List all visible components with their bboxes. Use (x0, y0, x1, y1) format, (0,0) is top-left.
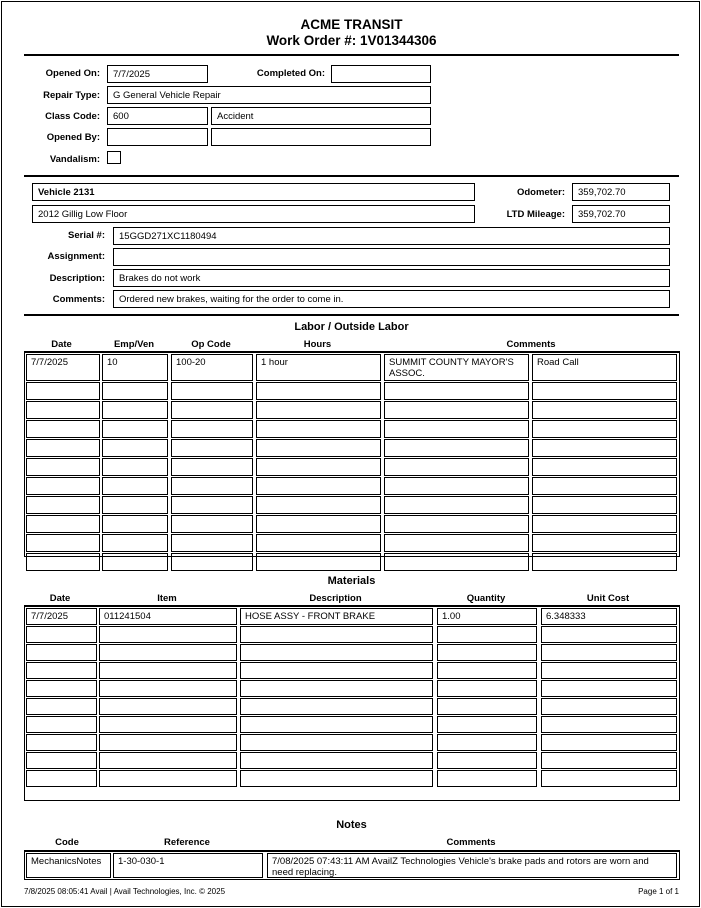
empty-cell (532, 420, 677, 438)
empty-cell (26, 534, 100, 552)
opened-by-label: Opened By: (46, 132, 100, 143)
empty-cell (102, 496, 168, 514)
table-cell: 1.00 (437, 608, 537, 625)
empty-cell (99, 716, 237, 733)
table-cell: Road Call (532, 354, 677, 381)
empty-cell (384, 439, 529, 457)
empty-cell (26, 458, 100, 476)
empty-cell (384, 534, 529, 552)
vehicle-divider (24, 314, 679, 316)
empty-cell (384, 401, 529, 419)
column-header: Quantity (466, 593, 506, 604)
table-cell: 011241504 (99, 608, 237, 625)
work-order-number: Work Order #: 1V01344306 (266, 33, 437, 48)
empty-cell (541, 752, 677, 769)
empty-cell (437, 680, 537, 697)
class-description-field[interactable]: Accident (211, 107, 431, 125)
empty-cell (171, 515, 253, 533)
empty-cell (171, 439, 253, 457)
empty-cell (99, 752, 237, 769)
empty-cell (384, 496, 529, 514)
empty-cell (532, 515, 677, 533)
empty-cell (102, 439, 168, 457)
work-order-page (1, 1, 700, 907)
empty-cell (26, 401, 100, 419)
empty-cell (240, 752, 433, 769)
empty-cell (437, 752, 537, 769)
empty-cell (541, 644, 677, 661)
empty-cell (437, 626, 537, 643)
empty-cell (437, 644, 537, 661)
empty-cell (26, 716, 97, 733)
odometer-label: Odometer: (516, 187, 565, 198)
empty-cell (102, 401, 168, 419)
empty-cell (102, 420, 168, 438)
completed-on-field[interactable] (331, 65, 431, 83)
column-header: Hours (303, 339, 332, 350)
empty-cell (240, 662, 433, 679)
repair-type-label: Repair Type: (43, 90, 100, 101)
empty-cell (99, 680, 237, 697)
labor-section-title: Labor / Outside Labor (294, 321, 409, 333)
description-field[interactable]: Brakes do not work (113, 269, 670, 287)
column-header: Emp/Ven (113, 339, 155, 350)
notes-table (24, 850, 680, 880)
empty-cell (102, 458, 168, 476)
opened-on-label: Opened On: (45, 68, 100, 79)
empty-cell (240, 716, 433, 733)
empty-cell (171, 458, 253, 476)
empty-cell (384, 553, 529, 571)
ltd-mileage-label: LTD Mileage: (506, 209, 565, 220)
empty-cell (541, 734, 677, 751)
empty-cell (437, 662, 537, 679)
opened-by-name-field[interactable] (211, 128, 431, 146)
column-header: Item (157, 593, 177, 604)
table-cell: 10 (102, 354, 168, 381)
empty-cell (532, 401, 677, 419)
empty-cell (171, 382, 253, 400)
footer-left: 7/8/2025 08:05:41 Avail | Avail Technologies, Inc. © 2025 (24, 887, 226, 896)
empty-cell (102, 382, 168, 400)
materials-table (24, 605, 680, 801)
opened-on-field[interactable]: 7/7/2025 (107, 65, 208, 83)
empty-cell (240, 698, 433, 715)
empty-cell (532, 439, 677, 457)
table-cell: 7/08/2025 07:43:11 AM AvailZ Technologies Vehicle's brake pads and rotors are worn and need replacing. (267, 853, 677, 878)
description-label: Description: (49, 273, 105, 284)
column-header: Reference (164, 837, 210, 848)
empty-cell (532, 496, 677, 514)
empty-cell (541, 716, 677, 733)
ltd-mileage-field[interactable]: 359,702.70 (572, 205, 670, 223)
labor-table (24, 351, 680, 557)
order-divider (24, 175, 679, 177)
table-cell: 100-20 (171, 354, 253, 381)
vandalism-label: Vandalism: (49, 154, 100, 165)
empty-cell (102, 553, 168, 571)
empty-cell (437, 698, 537, 715)
empty-cell (256, 496, 381, 514)
empty-cell (541, 770, 677, 787)
empty-cell (240, 734, 433, 751)
serial-field[interactable]: 15GGD271XC1180494 (113, 227, 670, 245)
empty-cell (384, 420, 529, 438)
empty-cell (26, 515, 100, 533)
completed-on-label: Completed On: (256, 68, 325, 79)
serial-label: Serial #: (68, 230, 105, 241)
empty-cell (99, 662, 237, 679)
vehicle-name-field: Vehicle 2131 (32, 183, 475, 201)
assignment-label: Assignment: (47, 251, 105, 262)
table-cell: 6.348333 (541, 608, 677, 625)
empty-cell (26, 439, 100, 457)
empty-cell (532, 534, 677, 552)
empty-cell (99, 626, 237, 643)
empty-cell (171, 401, 253, 419)
empty-cell (532, 382, 677, 400)
empty-cell (256, 515, 381, 533)
empty-cell (384, 477, 529, 495)
table-cell: SUMMIT COUNTY MAYOR'S ASSOC. (384, 354, 529, 381)
empty-cell (384, 458, 529, 476)
column-header: Date (49, 593, 71, 604)
table-cell: 7/7/2025 (26, 354, 100, 381)
empty-cell (532, 477, 677, 495)
table-cell: MechanicsNotes (26, 853, 111, 878)
empty-cell (256, 401, 381, 419)
empty-cell (541, 662, 677, 679)
vehicle-model-field: 2012 Gillig Low Floor (32, 205, 475, 223)
empty-cell (171, 420, 253, 438)
empty-cell (437, 770, 537, 787)
empty-cell (26, 382, 100, 400)
empty-cell (26, 496, 100, 514)
empty-cell (384, 382, 529, 400)
empty-cell (256, 553, 381, 571)
empty-cell (541, 680, 677, 697)
repair-type-field[interactable]: G General Vehicle Repair (107, 86, 431, 104)
materials-section-title: Materials (327, 575, 376, 587)
column-header: Description (309, 593, 362, 604)
column-header: Date (51, 339, 72, 350)
column-header: Comments (446, 837, 496, 848)
comments-field[interactable]: Ordered new brakes, waiting for the order to come in. (113, 290, 670, 308)
empty-cell (26, 734, 97, 751)
column-header: Comments (506, 339, 556, 350)
empty-cell (26, 698, 97, 715)
empty-cell (102, 477, 168, 495)
opened-by-field[interactable] (107, 128, 208, 146)
column-header: Code (55, 837, 79, 848)
empty-cell (102, 515, 168, 533)
empty-cell (437, 716, 537, 733)
empty-cell (256, 420, 381, 438)
table-cell: HOSE ASSY - FRONT BRAKE (240, 608, 433, 625)
empty-cell (99, 770, 237, 787)
empty-cell (240, 680, 433, 697)
empty-cell (384, 515, 529, 533)
column-header: Op Code (191, 339, 231, 350)
empty-cell (256, 477, 381, 495)
empty-cell (541, 626, 677, 643)
empty-cell (256, 382, 381, 400)
empty-cell (26, 644, 97, 661)
empty-cell (26, 770, 97, 787)
empty-cell (26, 752, 97, 769)
empty-cell (26, 477, 100, 495)
empty-cell (532, 553, 677, 571)
empty-cell (256, 534, 381, 552)
empty-cell (99, 698, 237, 715)
empty-cell (171, 553, 253, 571)
empty-cell (99, 644, 237, 661)
empty-cell (171, 534, 253, 552)
empty-cell (240, 644, 433, 661)
empty-cell (532, 458, 677, 476)
class-code-label: Class Code: (45, 111, 100, 122)
empty-cell (26, 553, 100, 571)
footer-page: Page 1 of 1 (638, 887, 679, 896)
empty-cell (437, 734, 537, 751)
table-cell: 1-30-030-1 (113, 853, 263, 878)
empty-cell (99, 734, 237, 751)
odometer-field[interactable]: 359,702.70 (572, 183, 670, 201)
table-cell: 1 hour (256, 354, 381, 381)
notes-section-title: Notes (336, 819, 367, 831)
company-name: ACME TRANSIT (300, 17, 403, 32)
empty-cell (256, 458, 381, 476)
empty-cell (256, 439, 381, 457)
class-code-field[interactable]: 600 (107, 107, 208, 125)
vandalism-checkbox[interactable] (107, 151, 121, 164)
empty-cell (240, 770, 433, 787)
header-divider (24, 54, 679, 56)
empty-cell (541, 698, 677, 715)
empty-cell (26, 662, 97, 679)
empty-cell (171, 477, 253, 495)
empty-cell (26, 420, 100, 438)
column-header: Unit Cost (586, 593, 630, 604)
comments-label: Comments: (52, 294, 105, 305)
assignment-field[interactable] (113, 248, 670, 266)
table-cell: 7/7/2025 (26, 608, 97, 625)
empty-cell (26, 680, 97, 697)
empty-cell (102, 534, 168, 552)
empty-cell (26, 626, 97, 643)
empty-cell (171, 496, 253, 514)
empty-cell (240, 626, 433, 643)
